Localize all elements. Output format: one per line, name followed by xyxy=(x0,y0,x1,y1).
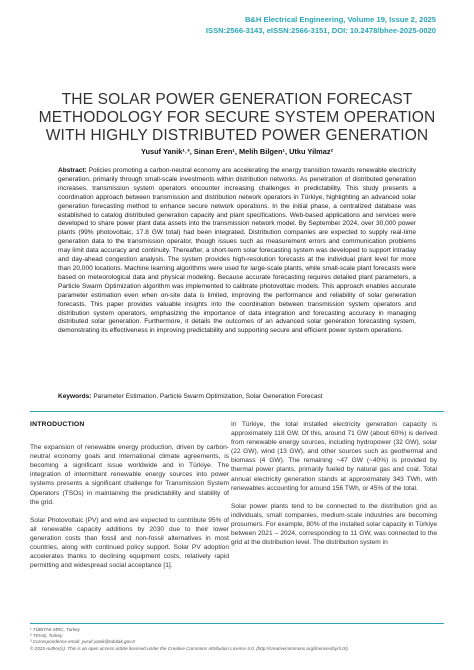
footnote: ² TEIAŞ, Turkey xyxy=(30,633,63,639)
paragraph: The expansion of renewable energy production, driven by carbon-neutral economy goals and international climate agreements, is becoming a significant issue worldwide and in Türkiye. The integration of intermittent renewable energy sources into power systems presents a significant challenge for Transmission System Operators (TSOs) in maintaining the predictability and stability of the grid. xyxy=(30,444,229,506)
section-divider xyxy=(30,411,444,412)
footnotes xyxy=(30,627,444,652)
footnote-divider xyxy=(30,623,444,624)
keywords xyxy=(58,393,416,402)
keywords-text: Parameter Estimation, Particle Swarm Optimization, Solar Generation Forecast xyxy=(93,393,323,400)
paragraph: Solar power plants tend to be connected to the distribution grid as individuals, small companies, medium-scale industries are becoming prosumers. For example, 80% of the installed solar capacity in Türkiye between 2021 – 2024, corresponding to 11 GW, was connected to the grid at the distribution level. The distribution system in xyxy=(231,502,437,547)
issn-doi-line: ISSN:2566-3143, eISSN:2566-3151, DOI: 10.2478/bhee-2025-0020 xyxy=(205,26,436,35)
paper-title: THE SOLAR POWER GENERATION FORECAST METHODOLOGY FOR SECURE SYSTEM OPERATION WITH HIGHLY DISTRIBUTED POWER GENERATION xyxy=(38,91,436,144)
paragraph: Solar Photovoltaic (PV) and wind are expected to contribute 95% of all renewable capacity additions by 2030 due to their lower generation costs than fossil and non-fossil alternatives in most countries, along with continued policy support. Solar PV adoption accelerates thanks to declining equipment costs, relatively rapid permitting and widespread social acceptance [1]. xyxy=(30,516,229,570)
right-column xyxy=(231,420,437,556)
abstract xyxy=(58,167,416,336)
footnote: © 2025 Author(s). This is an open access article licensed under the Creative Commons Attribution License 4.0. (http://creativecommons.org/licenses/by/4.0/). xyxy=(30,645,349,651)
abstract-label: Abstract: xyxy=(58,167,87,174)
paragraph: In Türkiye, the total installed electricity generation capacity is approximately 118 GW. Of this, around 71 GW (about 60%) is derived from renewable energy sources, including hydropower (32 GW), solar (22 GW), wind (13 GW), and other sources such as geothermal and biomass (4 GW). The remaining ~47 GW (~40%) is provided by thermal power plants, primarily fueled by natural gas and coal. Total annual electricity generation stands at approximately 343 TWh, with renewables accounting for around 156 TWh, or 45% of the total. xyxy=(231,421,437,492)
abstract-text: Policies promoting a carbon-neutral economy are accelerating the energy transition towards renewable electricity generation, primarily through small-scale investments within distribution networks. As penetration of distributed generation increases, transmission system operators encounter increasing challenges in predictability. This study presents a coordination approach between transmission and distribution network operators in Türkiye, highlighting an advanced solar generation forecasting method to enhance secure network operations. In the initial phase, a centralized database was established to catalog distributed generation capacity and plant specifications. Web-based applications and services were developed to share power plant data assets into the transmission network model. By September 2024, over 30,000 power plants (99% photovoltaic, 17.8 GW total) had been integrated. Distribution companies are expected to supply real-time generation data to the transmission operator, though issues such as measurement errors and communication problems may limit data accuracy and continuity. Thereafter, a short-term solar forecasting system was developed to support intraday and day-ahead congestion analysis. The system provides high-resolution forecasts at the individual plant level for more than 20,000 locations. Machine learning algorithms were used for large-scale plants, while small-scale plant forecasts were based on meteorological data and physical modeling. Because accurate forecasting requires detailed plant parameters, a Particle Swarm Optimization algorithm was implemented to calibrate photovoltaic models. This approach enables accurate parameter estimation even when on-site data is limited, improving the performance and reliability of solar generation forecasts. This paper provides valuable insights into the coordination between transmission system operators and distribution system operators, emphasizing the importance of data integration and forecasting accuracy in managing distributed solar generation. Furthermore, it details the outcomes of an advanced solar generation forecasting system, demonstrating its effectiveness in improving predictability and supporting secure and efficient power system operations. xyxy=(58,167,416,335)
footnote: ³ Correspondence email: yusuf.yanik@tubitak.gov.tr xyxy=(30,639,136,645)
introduction-heading: INTRODUCTION xyxy=(30,421,85,428)
left-column xyxy=(30,420,229,579)
author-list: Yusuf Yanik¹˒³, Sinan Eren¹, Melih Bilgen¹, Utku Yilmaz² xyxy=(140,147,334,156)
keywords-label: Keywords: xyxy=(58,393,92,400)
journal-line: B&H Electrical Engineering, Volume 19, Issue 2, 2025 xyxy=(244,15,436,24)
journal-header xyxy=(206,14,436,36)
footnote: ¹ TÜBITAK MRC, Turkey xyxy=(30,627,80,632)
